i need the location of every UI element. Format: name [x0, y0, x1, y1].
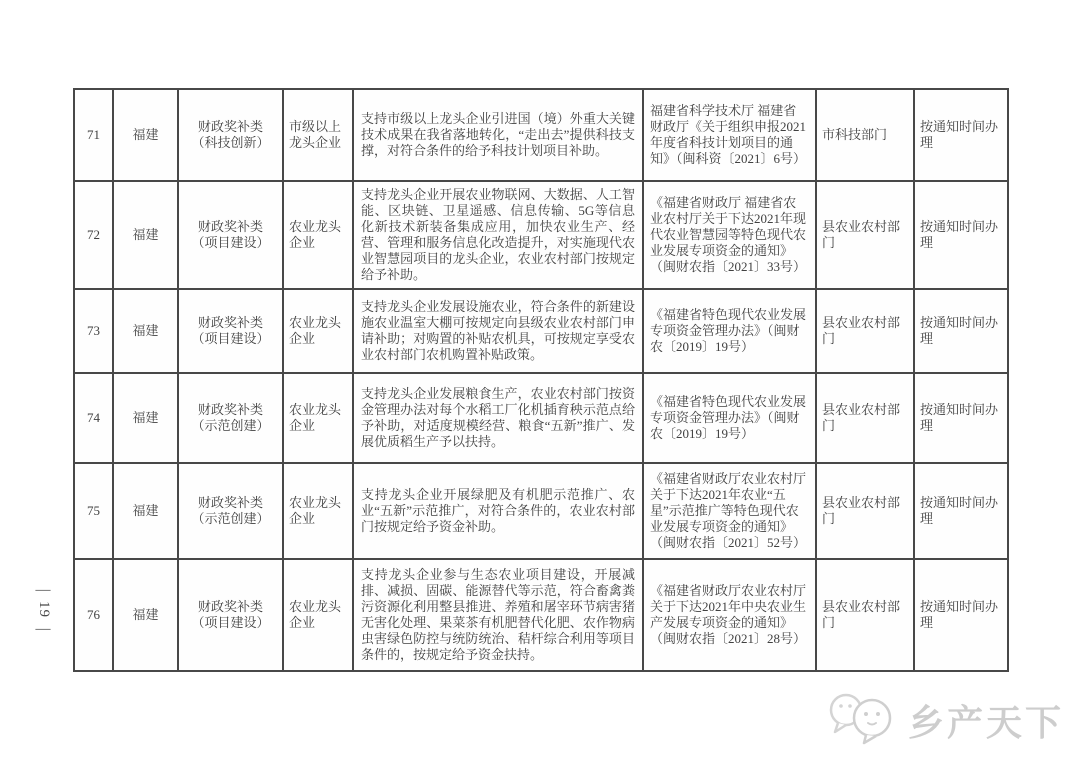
chat-bubbles-icon [824, 690, 898, 751]
cell-time: 按通知时间办理 [914, 463, 1008, 559]
cell-policy: 福建省科学技术厅 福建省财政厅《关于组织申报2021年度省科技计划项目的通知》（闽科资〔2021〕6号） [643, 89, 816, 181]
cell-content: 支持龙头企业发展粮食生产，农业农村部门按资金管理办法对每个水稻工厂化机插育秧示范点给予补助，对适度规模经营、粮食“五新”推广、发展优质稻生产予以扶持。 [353, 373, 643, 463]
cell-time: 按通知时间办理 [914, 373, 1008, 463]
category-line-2: （科技创新） [191, 135, 270, 150]
cell-target: 农业龙头企业 [283, 463, 353, 559]
cell-province: 福建 [113, 559, 178, 671]
cell-target: 农业龙头企业 [283, 373, 353, 463]
cell-department: 县农业农村部门 [816, 373, 914, 463]
table-row [74, 89, 1008, 181]
cell-department: 市科技部门 [816, 89, 914, 181]
category-line-1: 财政奖补类 [197, 599, 263, 614]
cell-target: 农业龙头企业 [283, 181, 353, 289]
cell-category [178, 559, 283, 671]
cell-row-number: 76 [74, 559, 113, 671]
watermark-logo [824, 690, 1064, 751]
cell-row-number: 74 [74, 373, 113, 463]
page-number-dash-top: — [35, 582, 51, 598]
cell-province: 福建 [113, 289, 178, 373]
cell-province: 福建 [113, 373, 178, 463]
table-row [74, 373, 1008, 463]
table-row [74, 559, 1008, 671]
cell-category [178, 463, 283, 559]
cell-department: 县农业农村部门 [816, 289, 914, 373]
category-line-1: 财政奖补类 [197, 315, 263, 330]
cell-category [178, 373, 283, 463]
page-number [32, 582, 54, 637]
cell-policy: 《福建省财政厅农业农村厅关于下达2021年中央农业生产发展专项资金的通知》（闽财农指〔2021〕28号） [643, 559, 816, 671]
cell-department: 县农业农村部门 [816, 559, 914, 671]
cell-time: 按通知时间办理 [914, 181, 1008, 289]
category-line-1: 财政奖补类 [197, 402, 263, 417]
category-line-1: 财政奖补类 [197, 219, 263, 234]
cell-target: 市级以上龙头企业 [283, 89, 353, 181]
cell-target: 农业龙头企业 [283, 289, 353, 373]
cell-department: 县农业农村部门 [816, 181, 914, 289]
cell-row-number: 73 [74, 289, 113, 373]
cell-content: 支持市级以上龙头企业引进国（境）外重大关键技术成果在我省落地转化，“走出去”提供科技支撑，对符合条件的给予科技计划项目补助。 [353, 89, 643, 181]
cell-province: 福建 [113, 463, 178, 559]
cell-province: 福建 [113, 89, 178, 181]
category-line-2: （项目建设） [191, 615, 270, 630]
page-number-digits: 19 [35, 601, 52, 618]
cell-time: 按通知时间办理 [914, 89, 1008, 181]
cell-time: 按通知时间办理 [914, 559, 1008, 671]
cell-content: 支持龙头企业参与生态农业项目建设，开展减排、减损、固碳、能源替代等示范，符合畜禽粪污资源化利用整县推进、养殖和屠宰环节病害猪无害化处理、果菜茶有机肥替代化肥、农作物病虫害绿色防控与统防统治、秸杆综合利用等项目条件的，按规定给予资金扶持。 [353, 559, 643, 671]
category-line-1: 财政奖补类 [197, 495, 263, 510]
cell-content: 支持龙头企业开展农业物联网、大数据、人工智能、区块链、卫星遥感、信息传输、5G等信息化新技术新装备集成应用，加快农业生产、经营、管理和服务信息化改造提升，对实施现代农业智慧园项目的龙头企业，农业农村部门按规定给予补助。 [353, 181, 643, 289]
cell-policy: 《福建省财政厅农业农村厅关于下达2021年农业“五星”示范推广等特色现代农业发展专项资金的通知》（闽财农指〔2021〕52号） [643, 463, 816, 559]
cell-policy: 《福建省特色现代农业发展专项资金管理办法》（闽财农〔2019〕19号） [643, 373, 816, 463]
cell-category [178, 289, 283, 373]
watermark-text: 乡产天下 [907, 702, 1064, 743]
cell-content: 支持龙头企业发展设施农业，符合条件的新建设施农业温室大棚可按规定向县级农业农村部门申请补助；对购置的补贴农机具，可按规定享受农业农村部门农机购置补贴政策。 [353, 289, 643, 373]
cell-policy: 《福建省特色现代农业发展专项资金管理办法》（闽财农〔2019〕19号） [643, 289, 816, 373]
cell-province: 福建 [113, 181, 178, 289]
page-number-dash-bottom: — [35, 621, 51, 637]
category-line-2: （示范创建） [191, 418, 270, 433]
category-line-2: （项目建设） [191, 331, 270, 346]
cell-target: 农业龙头企业 [283, 559, 353, 671]
cell-category [178, 89, 283, 181]
cell-row-number: 72 [74, 181, 113, 289]
table-row [74, 463, 1008, 559]
cell-department: 县农业农村部门 [816, 463, 914, 559]
cell-content: 支持龙头企业开展绿肥及有机肥示范推广、农业“五新”示范推广，对符合条件的，农业农村部门按规定给予资金补助。 [353, 463, 643, 559]
table-row [74, 289, 1008, 373]
category-line-2: （项目建设） [191, 235, 270, 250]
cell-row-number: 71 [74, 89, 113, 181]
cell-row-number: 75 [74, 463, 113, 559]
category-line-2: （示范创建） [191, 511, 270, 526]
table-row [74, 181, 1008, 289]
cell-category [178, 181, 283, 289]
category-line-1: 财政奖补类 [197, 119, 263, 134]
policy-table [73, 88, 1009, 672]
cell-policy: 《福建省财政厅 福建省农业农村厅关于下达2021年现代农业智慧园等特色现代农业发展专项资金的通知》（闽财农指〔2021〕33号） [643, 181, 816, 289]
cell-time: 按通知时间办理 [914, 289, 1008, 373]
